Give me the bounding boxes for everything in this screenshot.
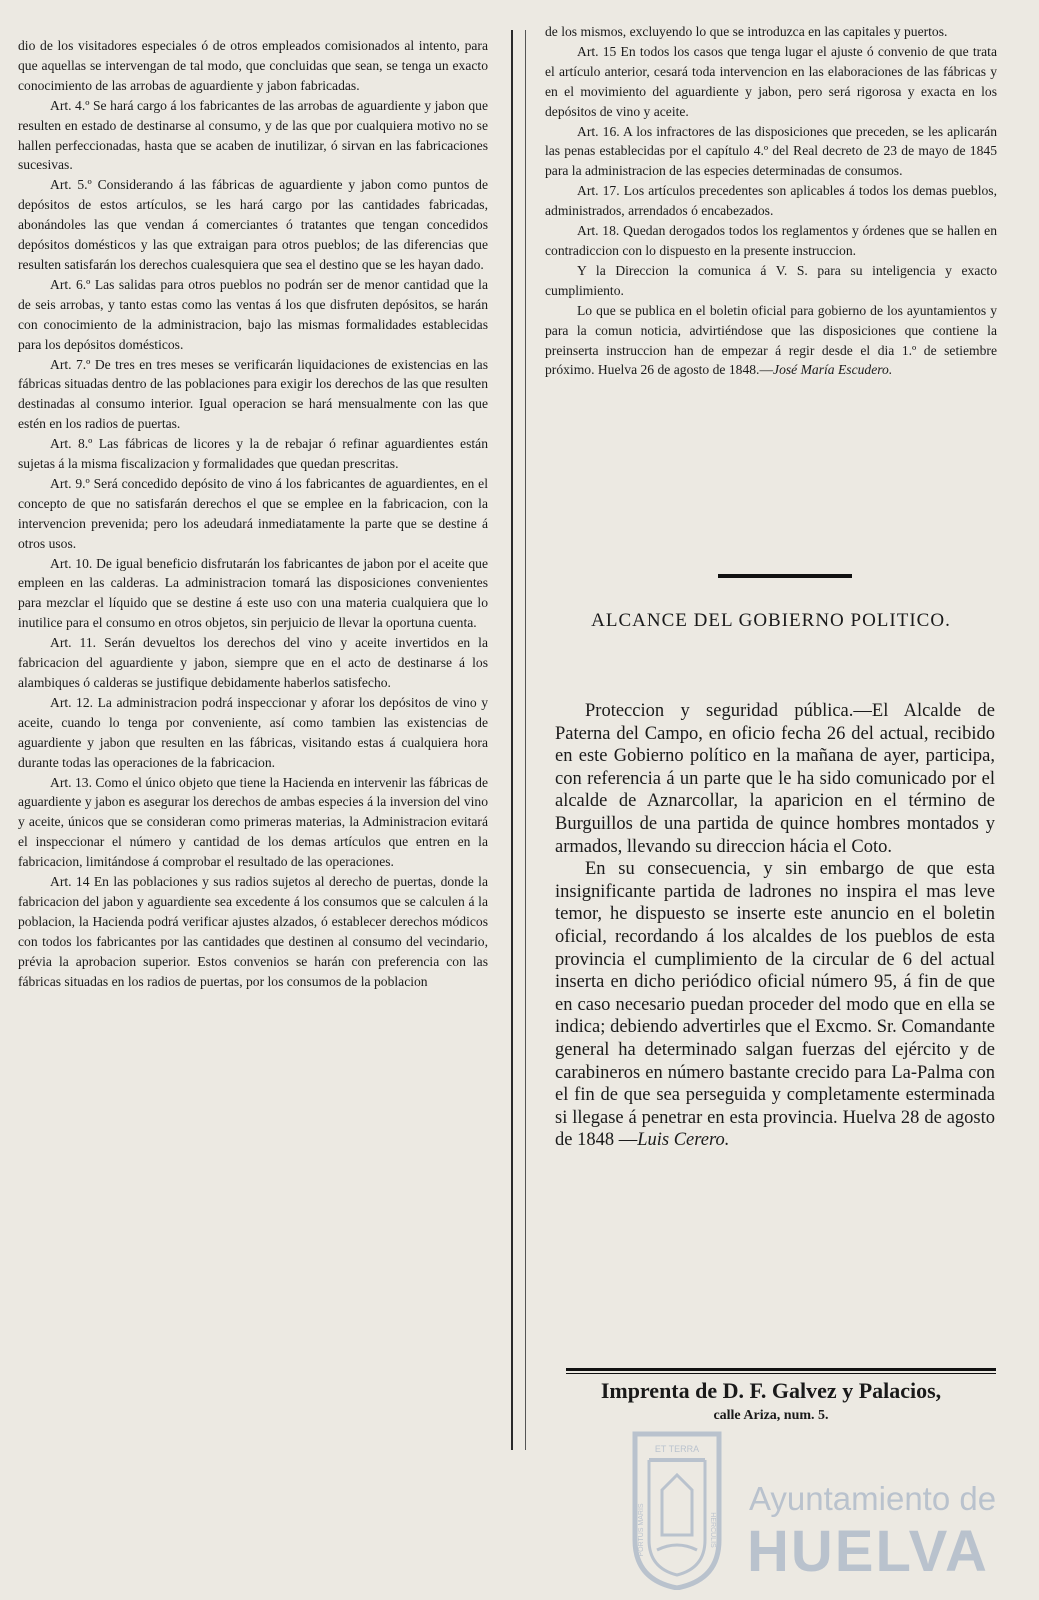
right-paragraph: Y la Direccion la comunica á V. S. para su inteligencia y exacto cumplimiento. (545, 262, 997, 298)
signature-escudero: José María Escudero. (773, 362, 893, 378)
imprint-rule-thin (566, 1373, 996, 1374)
left-paragraph: Art. 13. Como el único objeto que tiene la Hacienda en intervenir las fábricas de aguardiente y jabon es asegurar los derechos de ambas especies á la inversion del vino y aceite, únicos que se consideran como primeras materias, la Administracion evitará el inspeccionar el número y cantidad de los demas artículos que entren en la fabricacion, limitándose á comprobar el resultado de las operaciones. (18, 774, 488, 870)
shield-icon (627, 1430, 727, 1590)
notice-paragraph: Proteccion y seguridad pública.—El Alcalde de Paterna del Campo, en oficio fecha 26 del actual, recibido en este Gobierno político en la mañana de ayer, participa, con referencia á un parte que le ha sido comunicado por el alcalde de Aznarcollar, la aparicion en el término de Burguillos de una partida de quince hombres montados y armados, llevando su direccion hácia el Coto. (555, 701, 995, 857)
section-title: ALCANCE DEL GOBIERNO POLITICO. (591, 610, 951, 631)
watermark (627, 1430, 1027, 1600)
left-paragraph: dio de los visitadores especiales ó de otros empleados comisionados al intento, para que aquellas se intervengan de tal modo, que concluidas que sean, se tenga un exacto conocimiento de las arrobas de aguardiente y jabon fabricadas. (18, 38, 488, 93)
imprint (545, 1378, 997, 1424)
notice-text (555, 700, 995, 1152)
imprint-address: calle Ariza, num. 5. (713, 1408, 829, 1423)
left-paragraph: Art. 5.º Considerando á las fábricas de aguardiente y jabon como puntos de depósitos de estos artículos, se les hará cargo por las cantidades fabricadas, abonándoles las que vendan á comerciantes ó tratantes que tengan concedidos depósitos domésticos y las que extraigan para otros pueblos; de las diferencias que resulten satisfarán los derechos cualesquiera que sea el destino que se les hayan dado. (18, 177, 488, 272)
publication-notice: Lo que se publica en el boletin oficial para gobierno de los ayuntamientos y para la comun noticia, advirtiéndose que las disposiciones que contiene la preinserta instruccion han de empezar á regir desde el dia 1.º de setiembre próximo. Huelva 26 de agosto de 1848.— (545, 302, 997, 378)
right-paragraph: Art. 17. Los artículos precedentes son aplicables á todos los demas pueblos, administrados, arrendados ó encabezados. (545, 183, 997, 219)
watermark-side-left: PORTUS MARIS (638, 1503, 645, 1557)
watermark-band: ET TERRA (654, 1444, 700, 1454)
column-divider-thin (525, 30, 526, 1450)
right-paragraph: Art. 18. Quedan derogados todos los reglamentos y órdenes que se hallen en contradiccion con lo dispuesto en la presente instruccion. (545, 223, 997, 258)
watermark-line1: Ayuntamiento de (749, 1480, 997, 1517)
imprint-printer: Imprenta de D. F. Galvez y Palacios, (600, 1378, 942, 1403)
watermark-line2: HUELVA (747, 1519, 989, 1584)
left-paragraph: Art. 7.º De tres en tres meses se verificarán liquidaciones de existencias en las fábricas situadas dentro de las poblaciones para exigir los derechos de las que resulten destinadas al consumo interior. Igual operacion se hará mensualmente con las que estén en los radios de puertas. (18, 356, 488, 432)
notice-paragraph (555, 858, 995, 1152)
left-column-text (18, 36, 488, 992)
left-paragraph: Art. 4.º Se hará cargo á los fabricantes de las arrobas de aguardiente y jabon que resulten en estado de destinarse al consumo, y de las que por cualquiera motivo no se hallen perfeccionadas, hasta que se acaben de inutilizar, ó sirvan en las fabricaciones sucesivas. (18, 97, 488, 173)
section-separator (718, 574, 852, 578)
left-paragraph: Art. 9.º Será concedido depósito de vino á los fabricantes de aguardientes, en el concepto de que no satisfarán derechos el que se emplee en la fabricacion, con la intervencion prevenida; pero los adeudará inmediatamente la parte que se destine á otros usos. (18, 475, 488, 551)
signature-cerero: Luis Cerero. (637, 1130, 730, 1151)
watermark-side-right: HERCULIS (709, 1512, 716, 1548)
left-paragraph: Art. 12. La administracion podrá inspeccionar y aforar los depósitos de vino y aceite, cuando lo tenga por conveniente, así como tambien las existencias de aguardiente y jabon que resulten en las fábricas, visitando estas á cualquiera hora durante todas las operaciones de la fabricacion. (18, 694, 488, 770)
left-paragraph: Art. 6.º Las salidas para otros pueblos no podrán ser de menor cantidad que la de seis arrobas, y tanto estas como las ventas á los que disfruten depósitos, se harán con conocimiento de la administracion, bajo las mismas formalidades establecidas para los depósitos domésticos. (18, 276, 488, 352)
right-paragraph: de los mismos, excluyendo lo que se introduzca en las capitales y puertos. (545, 24, 948, 39)
notice-body: En su consecuencia, y sin embargo de que esta insignificante partida de ladrones no inspira el mas leve temor, he dispuesto se inserte este anuncio en el boletin oficial, recordando á los alcaldes de los pueblos de esta provincia el cumplimiento de la circular de 6 del actual inserta en dicho periódico oficial número 95, á fin de que en caso necesario puedan proceder del modo que en ella se indica; debiendo advertirles que el Excmo. Sr. Comandante general ha determinado salgan fuerzas del ejército y de carabineros en número bastante crecido para La-Palma con el fin de que sea perseguida y completamente esterminada si llegase á penetrar en esta provincia. Huelva 28 de agosto de 1848 — (555, 859, 995, 1151)
right-column-text (545, 22, 997, 380)
left-paragraph: Art. 10. De igual beneficio disfrutarán los fabricantes de jabon por el aceite que empleen en las calderas. La administracion tomará las disposiciones convenientes para mezclar el líquido que se destine á este uso con una materia cualquiera que lo inutilice para el consumo en otros objetos, sin perjuicio de llevar la oportuna cuenta. (18, 555, 488, 631)
left-paragraph: Art. 14 En las poblaciones y sus radios sujetos al derecho de puertas, donde la fabricacion del jabon y aguardiente sea excedente á los consumos que se calculen á la poblacion, la Hacienda podrá verificar ajustes alzados, ó establecer derechos módicos con todos los fabricantes por las cantidades que destinen al consumo del vecindario, prévia la aprobacion superior. Estos convenios se harán con preferencia con las fábricas situadas en los radios de puertas, por los consumos de la poblacion (18, 874, 488, 989)
left-paragraph: Art. 8.º Las fábricas de licores y la de rebajar ó refinar aguardientes están sujetas á la misma fiscalizacion y formalidades que quedan prescritas. (18, 436, 488, 472)
left-paragraph: Art. 11. Serán devueltos los derechos del vino y aceite invertidos en la fabricacion del aguardiente y jabon, siempre que en el acto de destinarse á los alambiques ó calderas se justifique debidamente haberlos satisfecho. (18, 635, 488, 690)
right-paragraph: Art. 15 En todos los casos que tenga lugar el ajuste ó convenio de que trata el artículo anterior, cesará toda intervencion en las elaboraciones de las fábricas y en el movimiento del aguardiente y jabon, pero será rigorosa y exacta en los depósitos de vino y aceite. (545, 43, 997, 119)
right-paragraph: Art. 16. A los infractores de las disposiciones que preceden, se les aplicarán las penas establecidas por el capítulo 4.º del Real decreto de 23 de mayo de 1845 para la administracion de las especies determinadas de consumos. (545, 123, 997, 179)
column-divider (511, 30, 513, 1450)
imprint-rule (566, 1368, 996, 1371)
right-paragraph (545, 301, 997, 381)
